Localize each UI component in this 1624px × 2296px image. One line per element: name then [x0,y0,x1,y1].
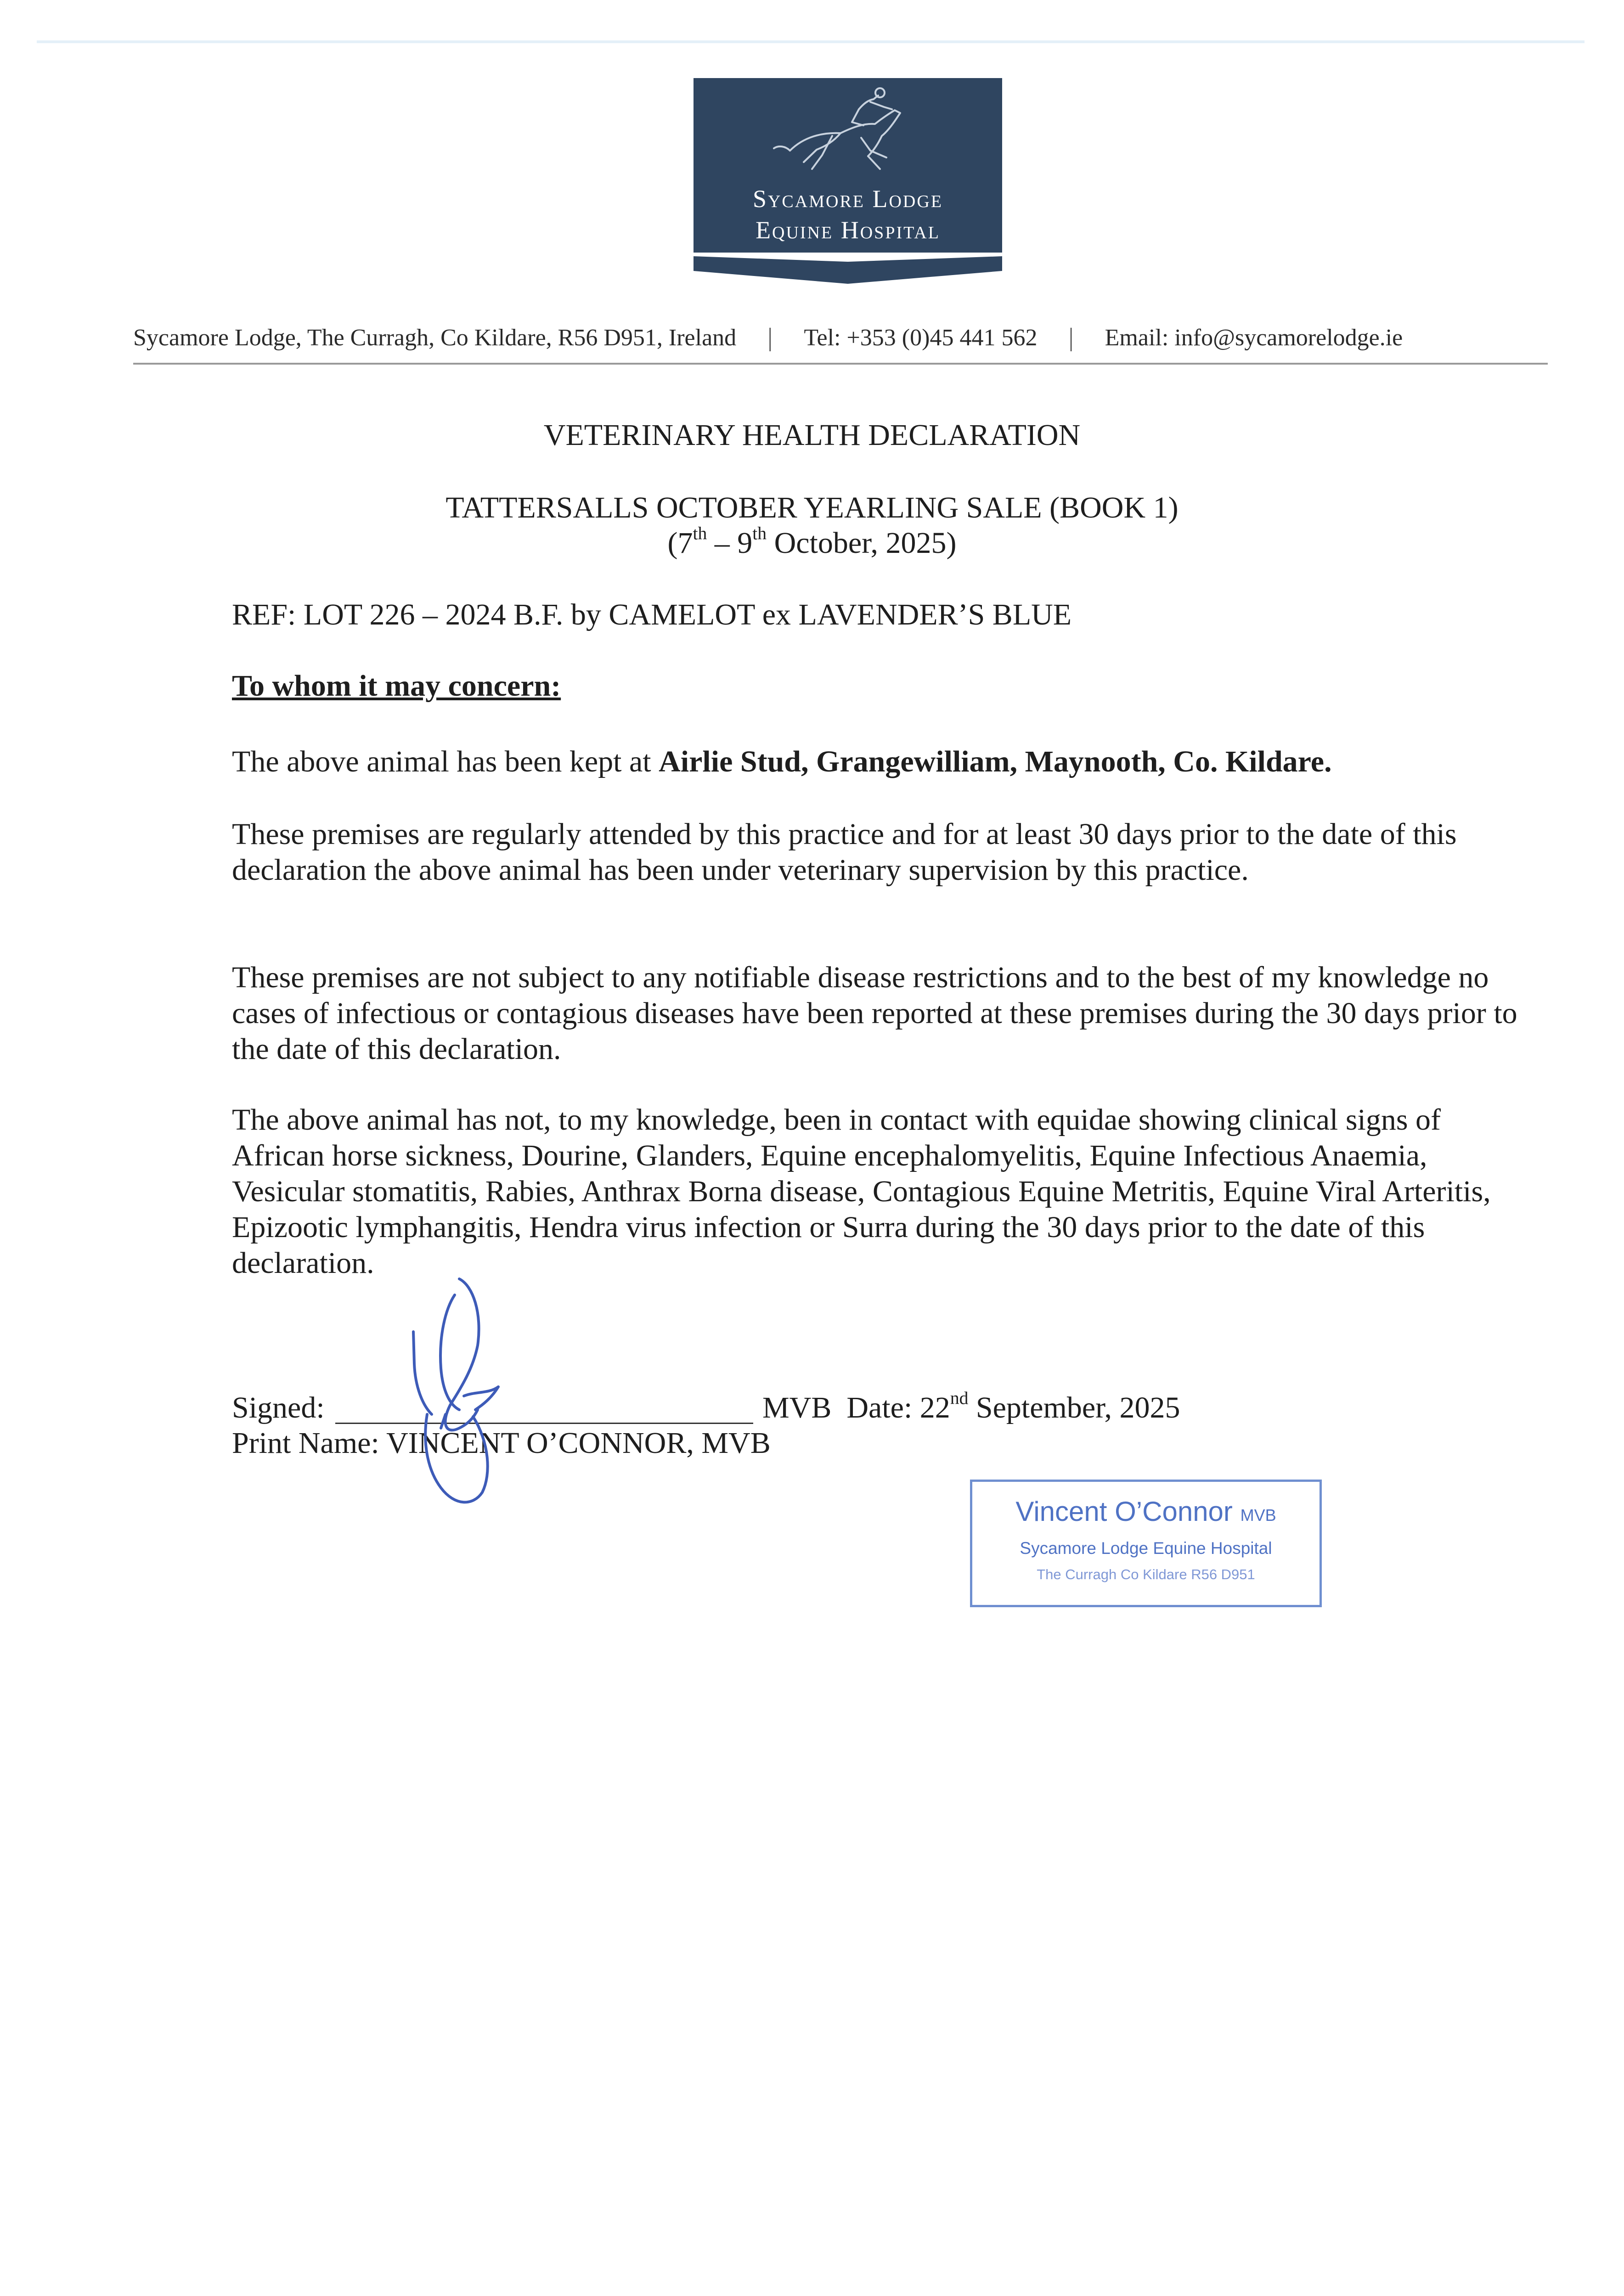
telephone-text: Tel: +353 (0)45 441 562 [804,324,1038,351]
separator: | [767,323,773,352]
separator: | [1068,323,1074,352]
contact-declaration-paragraph: The above animal has not, to my knowledge, been in contact with equidae showing clinical signs of African horse sickness, Dourine, Glanders, Equine encephalomyelitis, Equine Infectious Anaemia, Vesicular stomatitis, Rabies, Anthrax Borna disease, Contagious Equine Metritis, Equine Viral Arteritis, Epizootic lymphangitis, Hendra virus infection or Surra during the 30 days prior to the date of this declaration. [232,1103,1491,1280]
signed-label: Signed: [232,1391,325,1424]
premises-statement: The above animal has been kept at Airlie Stud, Grangewilliam, Maynooth, Co. Kildare. [232,745,1332,778]
sale-title: TATTERSALLS OCTOBER YEARLING SALE (BOOK 1) [445,491,1179,524]
reference-line: REF: LOT 226 – 2024 B.F. by CAMELOT ex LAVENDER’S BLUE [232,598,1072,631]
address-text: Sycamore Lodge, The Curragh, Co Kildare, R56 D951, Ireland [133,324,737,351]
header-divider [133,363,1548,365]
horse-and-jockey-icon [772,82,923,176]
email-text: Email: info@sycamorelodge.ie [1105,324,1403,351]
salutation: To whom it may concern: [232,669,561,703]
logo-text-line2: Equine Hospital [756,216,940,244]
stamp-address: The Curragh Co Kildare R56 D951 [1037,1566,1255,1582]
premises-name: Airlie Stud, Grangewilliam, Maynooth, Co. Kildare. [659,745,1332,778]
signature-date: MVB Date: 22nd September, 2025 [762,1388,1180,1424]
logo-text-line1: Sycamore Lodge [752,185,943,213]
sale-dates: (7th – 9th October, 2025) [667,523,957,560]
handwritten-signature [395,1277,542,1534]
hospital-logo [694,78,1002,294]
contact-bar [133,317,1548,358]
print-name: Print Name: VINCENT O’CONNOR, MVB [232,1426,771,1460]
disease-restrictions-paragraph: These premises are not subject to any notifiable disease restrictions and to the best of my knowledge no cases of infectious or contagious diseases have been reported at these premises during the 30 days prior to the date of this declaration. [232,961,1517,1066]
stamp-hospital: Sycamore Lodge Equine Hospital [1020,1539,1272,1558]
practice-stamp [970,1480,1322,1607]
top-divider [37,40,1585,43]
supervision-paragraph: These premises are regularly attended by this practice and for at least 30 days prior to the date of this declaration the above animal has been under veterinary supervision by this practice. [232,817,1457,887]
document-title: VETERINARY HEALTH DECLARATION [543,418,1081,452]
stamp-vet-name: Vincent O’Connor MVB [1015,1496,1276,1527]
